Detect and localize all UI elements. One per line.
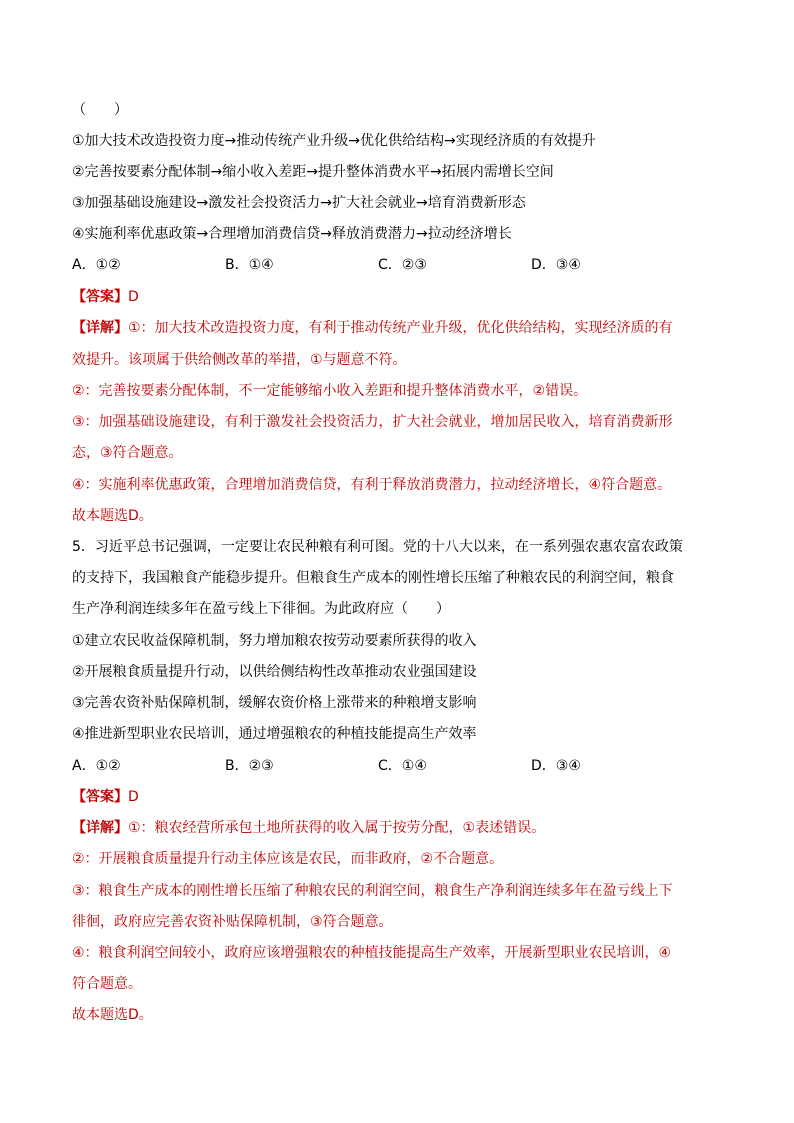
q4-explain-label: 【详解】 — [72, 320, 128, 336]
q4-answer-label: 【答案】 — [72, 289, 128, 305]
q5-explain-line-6: 符合题意。 — [72, 976, 142, 992]
q5-answer-value: D — [128, 789, 139, 805]
q5-option-a: A．①② — [72, 758, 121, 774]
q4-explain-line-5: 态，③符合题意。 — [72, 445, 183, 461]
q5-explain-line-4: 徘徊，政府应完善农资补贴保障机制，③符合题意。 — [72, 914, 393, 930]
q5-item-2: ②开展粮食质量提升行动，以供给侧结构性改革推动农业强国建设 — [72, 664, 477, 680]
q4-options — [72, 255, 732, 275]
q4-explain-text-1: ①：加大技术改造投资力度，有利于推动传统产业升级，优化供给结构，实现经济质的有 — [128, 320, 673, 336]
q4-item-2: ②完善按要素分配体制→缩小收入差距→提升整体消费水平→拓展内需增长空间 — [72, 164, 554, 180]
q4-option-b: B．①④ — [225, 257, 274, 273]
q5-item-4: ④推进新型职业农民培训，通过增强粮农的种植技能提高生产效率 — [72, 726, 477, 742]
q5-item-3: ③完善农资补贴保障机制，缓解农资价格上涨带来的种粮增支影响 — [72, 695, 477, 711]
q5-explain-line-5: ④：粮食利润空间较小，政府应该增强粮农的种植技能提高生产效率，开展新型职业农民培训，④ — [72, 945, 672, 961]
q5-answer-label: 【答案】 — [72, 789, 128, 805]
q4-option-a: A．①② — [72, 257, 121, 273]
q4-explain-line-6: ④：实施利率优惠政策，合理增加消费信贷，有利于释放消费潜力，拉动经济增长，④符合题意。 — [72, 477, 672, 493]
q4-explain-line-3: ②：完善按要素分配体制，不一定能够缩小收入差距和提升整体消费水平，②错误。 — [72, 383, 588, 399]
q5-option-b: B．②③ — [225, 758, 274, 774]
q5-explain-line-1 — [72, 818, 732, 838]
q4-answer — [72, 287, 732, 307]
q4-explain-line-1 — [72, 318, 732, 338]
q5-option-d: D．③④ — [531, 758, 581, 774]
q5-item-1: ①建立农民收益保障机制，努力增加粮农按劳动要素所获得的收入 — [72, 633, 477, 649]
q4-stem-tail: （ ） — [72, 102, 128, 118]
q4-explain-line-7: 故本题选D。 — [72, 508, 153, 524]
q4-option-d: D．③④ — [531, 257, 581, 273]
q5-explain-line-2: ②：开展粮食质量提升行动主体应该是农民，而非政府，②不合题意。 — [72, 851, 504, 867]
q5-options — [72, 756, 732, 776]
q4-item-4: ④实施利率优惠政策→合理增加消费信贷→释放消费潜力→拉动经济增长 — [72, 226, 512, 242]
q5-explain-line-7: 故本题选D。 — [72, 1007, 153, 1023]
q5-explain-line-3: ③：粮食生产成本的刚性增长压缩了种粮农民的利润空间，粮食生产净利润连续多年在盈亏线上下 — [72, 883, 673, 899]
q4-answer-value: D — [128, 289, 139, 305]
q5-option-c: C．①④ — [378, 758, 427, 774]
q5-explain-text-1: ①：粮农经营所承包土地所获得的收入属于按劳分配，①表述错误。 — [128, 820, 546, 836]
q4-explain-line-4: ③：加强基础设施建设，有利于激发社会投资活力，扩大社会就业，增加居民收入，培育消费新形 — [72, 414, 673, 430]
q4-explain-line-2: 效提升。该项属于供给侧改革的举措，①与题意不符。 — [72, 352, 407, 368]
q4-option-c: C．②③ — [378, 257, 427, 273]
q5-stem-line-2: 的支持下，我国粮食产能稳步提升。但粮食生产成本的刚性增长压缩了种粮农民的利润空间，粮食 — [72, 570, 674, 586]
q5-explain-label: 【详解】 — [72, 820, 128, 836]
q5-answer — [72, 787, 732, 807]
q4-item-3: ③加强基础设施建设→激发社会投资活力→扩大社会就业→培育消费新形态 — [72, 195, 526, 211]
q5-stem-line-3: 生产净利润连续多年在盈亏线上下徘徊。为此政府应（ ） — [72, 601, 450, 617]
q5-stem-line-1: 5．习近平总书记强调，一定要让农民种粮有利可图。党的十八大以来，在一系列强农惠农富农政策 — [72, 539, 683, 555]
q4-item-1: ①加大技术改造投资力度→推动传统产业升级→优化供给结构→实现经济质的有效提升 — [72, 133, 596, 149]
